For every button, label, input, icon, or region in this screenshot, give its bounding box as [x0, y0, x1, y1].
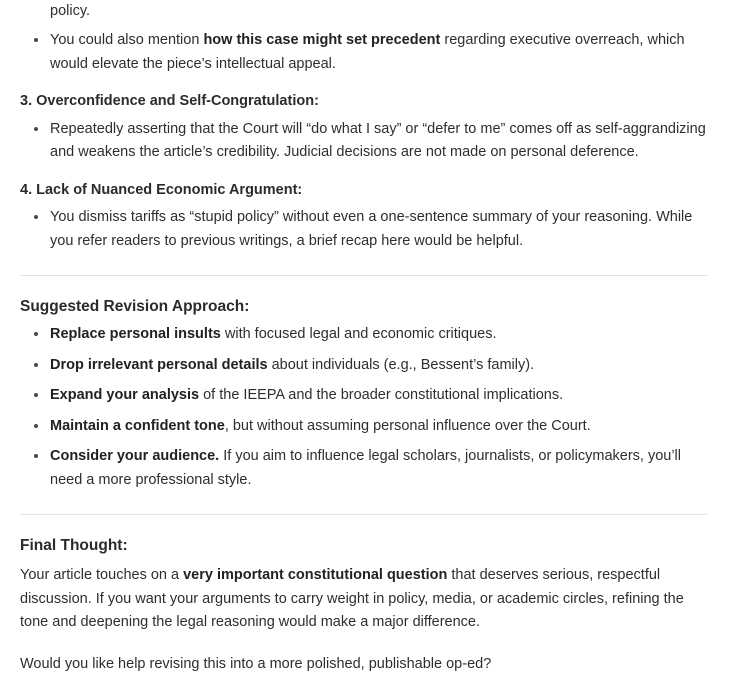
final-text-post: that deserves serious, respectful discussion. If you want your arguments to carry weight in policy, media, or academic circles, refining the tone and deepening the legal reasoning would make a major difference. [20, 567, 684, 631]
bullet-text-bold: Drop irrelevant personal details [50, 356, 268, 373]
bullet-text-pre: You could also mention [50, 32, 204, 49]
list-item [20, 118, 707, 165]
bullet-text-post: If you aim to influence legal scholars, journalists, or policymakers, you’ll need a more professional style. [50, 448, 682, 488]
bullet-text-post: regarding executive overreach, which would elevate the piece’s intellectual appeal. [50, 32, 685, 72]
bullet-text-post: about individuals (e.g., Bessent’s family). [267, 356, 535, 373]
final-thought-paragraph [20, 564, 707, 634]
bullet-text-post: , but without assuming personal influence over the Court. [224, 417, 591, 434]
section-bullets-economic-argument [20, 206, 707, 253]
bullet-text: Repeatedly asserting that the Court will “do what I say” or “defer to me” comes off as self-aggrandizing and weakens the article’s credibility. Judicial decisions are not made on personal deference. [50, 120, 706, 161]
list-item [20, 29, 707, 76]
section-heading-economic-argument: 4. Lack of Nuanced Economic Argument: [20, 181, 303, 198]
bullet-text-bold: Replace personal insults [50, 326, 221, 343]
final-text-pre: Your article touches on a [20, 567, 184, 584]
continued-paragraph-fragment: policy. [50, 3, 91, 19]
list-item [20, 445, 707, 492]
list-item [20, 323, 707, 346]
list-item [20, 354, 707, 377]
list-item [20, 206, 707, 253]
final-thought-heading: Final Thought: [20, 537, 128, 555]
final-text-bold: very important constitutional question [183, 567, 448, 584]
top-bullet-list [20, 29, 707, 76]
bullet-text: You dismiss tariffs as “stupid policy” without even a one-sentence summary of your reasoning. While you refer readers to previous writings, a brief recap here would be helpful. [50, 209, 693, 249]
revision-bullet-list [20, 323, 707, 492]
section-bullets-overconfidence [20, 118, 707, 165]
list-item [20, 415, 707, 438]
bullet-text-bold: Consider your audience. [50, 448, 220, 465]
section-divider [20, 275, 707, 276]
bullet-text-post: of the IEEPA and the broader constitutional implications. [199, 387, 564, 404]
list-item [20, 384, 707, 407]
bullet-text-bold: how this case might set precedent [203, 32, 441, 49]
bullet-text-post: with focused legal and economic critiques. [220, 326, 497, 343]
bullet-text-bold: Maintain a confident tone [50, 417, 225, 434]
closing-question: Would you like help revising this into a more polished, publishable op-ed? [20, 655, 492, 672]
revision-heading: Suggested Revision Approach: [20, 298, 250, 316]
section-heading-overconfidence: 3. Overconfidence and Self-Congratulation: [20, 93, 319, 110]
section-divider [20, 514, 707, 515]
bullet-text-bold: Expand your analysis [50, 387, 200, 404]
